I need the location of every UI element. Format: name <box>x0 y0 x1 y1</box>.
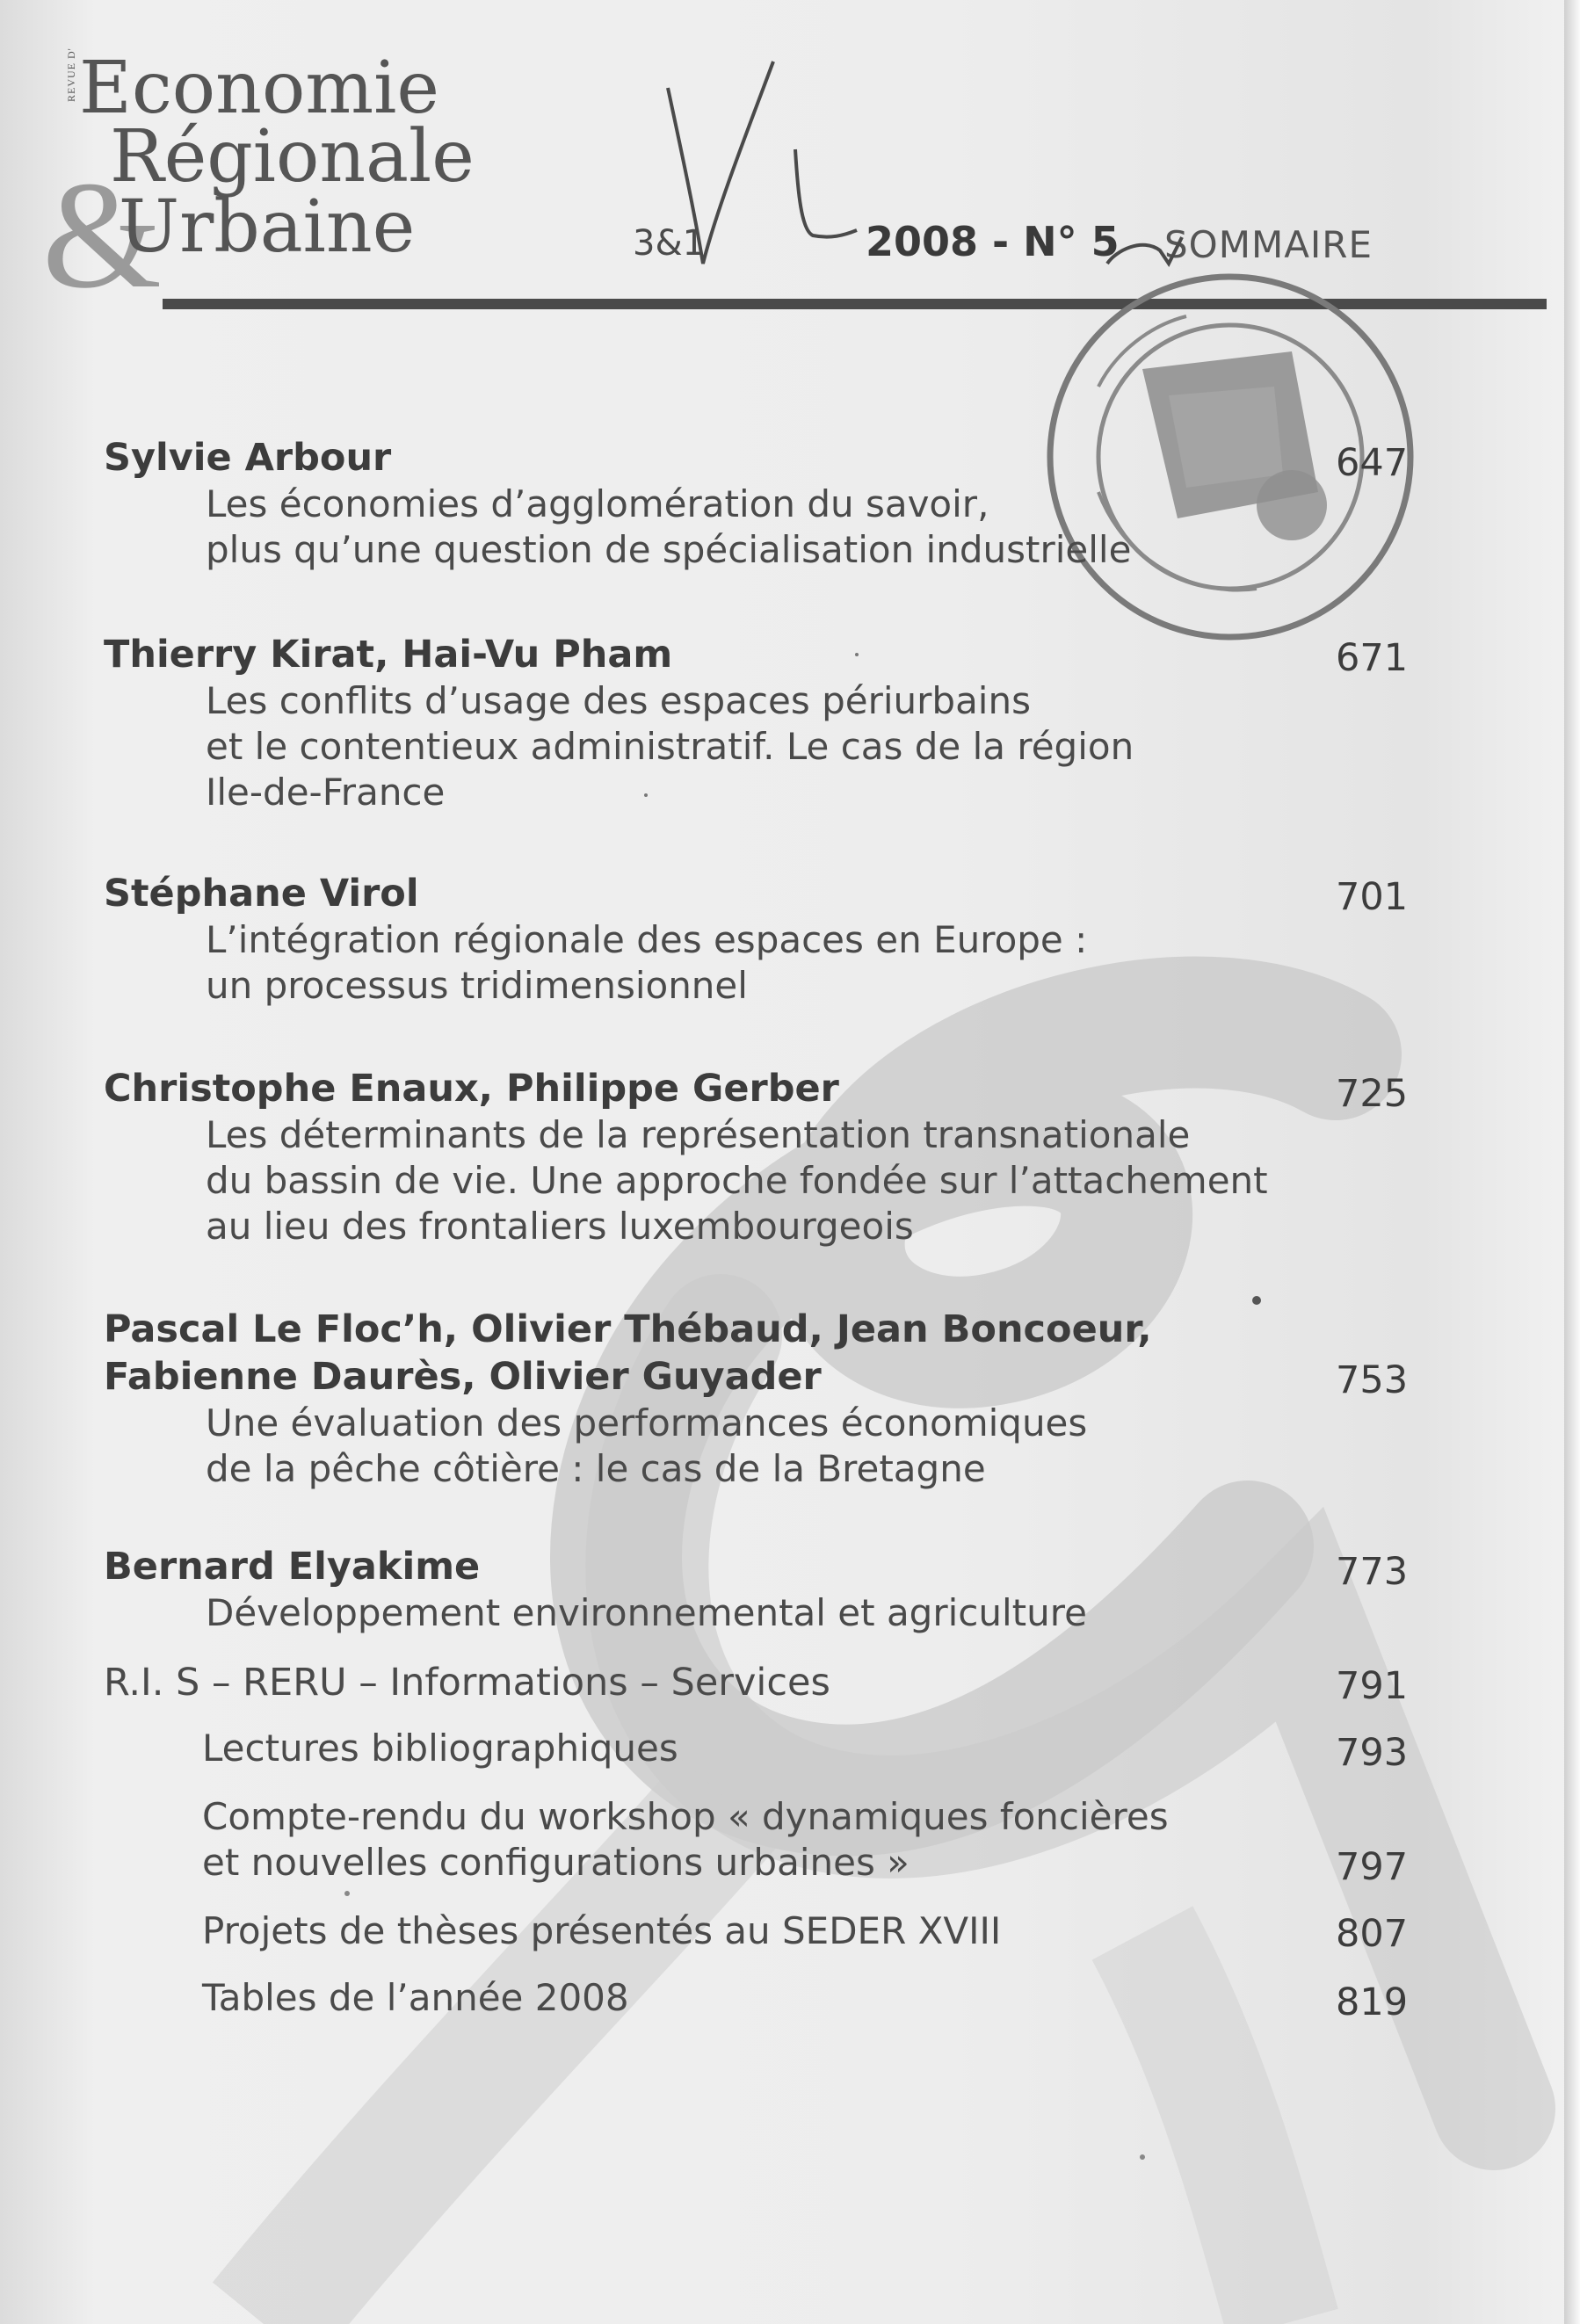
masthead-ampersand: & <box>42 149 163 320</box>
entry-authors: Sylvie Arbour <box>104 436 392 480</box>
misc-item: Tables de l’année 2008 <box>202 1976 629 2019</box>
revue-label: REVUE D' <box>65 47 77 102</box>
misc-heading-page: 791 <box>1336 1664 1409 1708</box>
entry-page-number: 773 <box>1336 1550 1409 1594</box>
title-urbaine: Urbaine <box>119 185 416 269</box>
entry-authors: Stéphane Virol <box>104 872 419 916</box>
misc-item-page: 797 <box>1336 1845 1409 1889</box>
entry-authors: Christophe Enaux, Philippe Gerber <box>104 1067 839 1111</box>
title-economie: Economie <box>79 47 439 130</box>
misc-item-page: 807 <box>1336 1912 1409 1956</box>
entry-page-number: 753 <box>1336 1358 1409 1402</box>
misc-item-page: 819 <box>1336 1980 1409 2024</box>
entry-page-number: 701 <box>1336 875 1409 919</box>
misc-item: Lectures bibliographiques <box>202 1727 678 1770</box>
entry-title: Une évaluation des performances économiques de la pêche côtière : le cas de la Bretagne <box>206 1401 1088 1490</box>
entry-page-number: 725 <box>1336 1072 1409 1116</box>
sommaire-heading: SOMMAIRE <box>1164 223 1373 266</box>
misc-item: Compte-rendu du workshop « dynamiques foncières et nouvelles configurations urbaines » <box>202 1795 1169 1884</box>
issue-number: 2008 - N° 5 <box>866 218 1120 265</box>
entry-authors-line2: Fabienne Daurès, Olivier Guyader <box>104 1355 822 1399</box>
entry-page-number: 647 <box>1336 441 1409 485</box>
misc-item-page: 793 <box>1336 1731 1409 1775</box>
entry-title: Les déterminants de la représentation transnationale du bassin de vie. Une approche fondée sur l’attachement au lieu des frontaliers luxembourgeois <box>206 1113 1268 1248</box>
entry-authors-line1: Pascal Le Floc’h, Olivier Thébaud, Jean Boncoeur, <box>104 1307 1152 1351</box>
entry-authors: Thierry Kirat, Hai-Vu Pham <box>104 633 673 677</box>
misc-item: Projets de thèses présentés au SEDER XVIII <box>202 1909 1002 1952</box>
title-regionale: Régionale <box>110 115 475 199</box>
entry-title: Les conflits d’usage des espaces périurbains et le contentieux administratif. Le cas de la région Ile-de-France <box>206 679 1134 814</box>
entry-authors: Bernard Elyakime <box>104 1545 481 1589</box>
entry-page-number: 671 <box>1336 636 1409 680</box>
entry-title: Les économies d’agglomération du savoir, plus qu’une question de spécialisation industrielle <box>206 482 1132 571</box>
entry-title: L’intégration régionale des espaces en Europe : un processus tridimensionnel <box>206 918 1088 1007</box>
entry-title: Développement environnemental et agriculture <box>206 1591 1087 1634</box>
misc-heading: R.I. S – RERU – Informations – Services <box>104 1661 830 1705</box>
handwritten-note-text: 3&1 <box>633 223 706 264</box>
